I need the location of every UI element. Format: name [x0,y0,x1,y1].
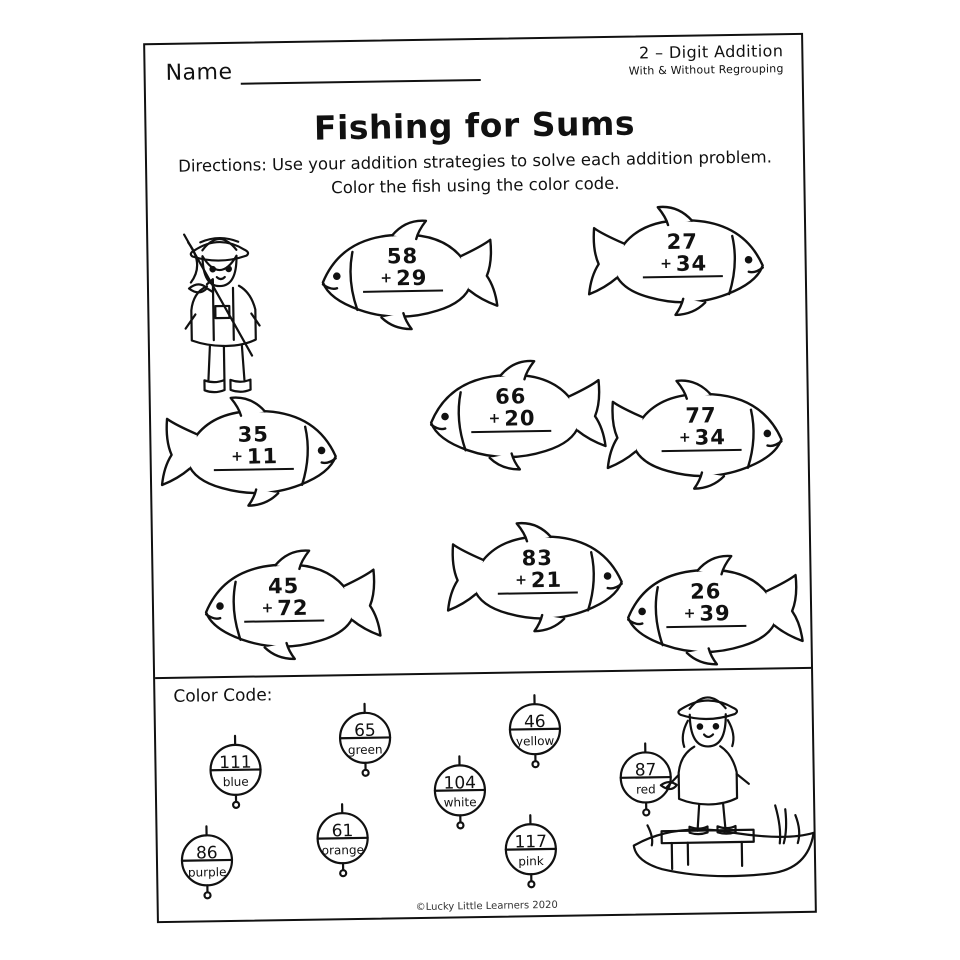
color-code-section [155,669,814,901]
problem-2-addend-top: 27 [666,229,699,255]
problem-area [148,195,811,675]
color-code-number: 87 [634,760,657,781]
plus-sign: + [488,410,502,427]
page-title: Fishing for Sums [313,103,636,148]
color-code-color: purple [187,865,227,880]
directions [165,145,786,203]
name-label: Name [165,59,233,86]
problem-4-addend-top: 35 [237,422,270,447]
directions-line2: Color the fish using the color code. [331,173,620,198]
fisher-girl-clipart [625,685,818,888]
problem-3-addend-top: 66 [494,384,527,409]
directions-label: Directions: [178,155,268,176]
problem-1-addend-bottom: + 29 [380,265,428,291]
color-code-item-green[interactable] [327,697,402,778]
plus-sign: + [380,270,394,287]
color-code-item-pink[interactable] [493,809,568,890]
color-code-item-yellow[interactable] [497,689,572,770]
color-code-color: red [635,782,656,797]
problem-2-addend-bottom: + 34 [660,251,708,276]
problem-7 [244,574,325,622]
color-code-color: blue [222,774,249,790]
plus-sign: + [660,255,674,273]
problem-7-addend-top: 45 [267,573,300,599]
problem-1 [362,245,443,293]
color-code-item-white[interactable] [422,750,497,831]
problem-7-addend-bottom: + 72 [261,595,309,621]
plus-sign: + [261,600,275,617]
color-code-number: 46 [523,712,546,733]
plus-sign: + [231,448,245,465]
color-code-title: Color Code: [173,685,273,707]
color-code-color: pink [518,854,544,869]
subject-title: 2 – Digit Addition [638,41,784,63]
problem-6 [497,546,578,594]
worksheet-page [133,23,827,934]
plus-sign: + [515,572,528,589]
problem-4-addend-bottom: + 11 [231,444,279,469]
color-code-item-purple[interactable] [169,820,244,901]
name-field-row [165,56,480,86]
problem-8 [666,580,747,628]
color-code-item-orange[interactable] [305,798,380,879]
color-code-number: 104 [443,773,477,794]
problem-5-addend-top: 77 [685,403,717,428]
color-code-number: 111 [219,752,252,774]
problem-3 [471,385,552,433]
plus-sign: + [678,429,692,446]
color-code-item-blue[interactable] [198,729,273,810]
name-write-line[interactable] [240,61,480,85]
problem-4 [213,423,294,471]
color-code-color: white [443,795,477,810]
problem-8-addend-bottom: + 39 [683,601,731,626]
color-code-number: 61 [331,821,354,842]
problem-5 [661,404,742,452]
directions-line1: Use your addition strategies to solve each addition problem. [271,147,773,175]
color-code-color: yellow [515,733,555,749]
color-code-color: green [347,742,383,758]
color-code-number: 86 [195,843,218,864]
color-code-number: 117 [514,831,548,853]
worksheet-subject-header [628,41,783,77]
problem-8-addend-top: 26 [689,579,722,604]
problem-3-addend-bottom: + 20 [488,406,536,431]
problem-5-addend-bottom: + 34 [678,425,727,450]
copyright-footer: ©Lucky Little Learners 2020 [415,899,558,914]
color-code-color: orange [321,842,365,858]
plus-sign: + [683,605,697,622]
problem-6-addend-bottom: + 21 [515,567,563,593]
problem-1-addend-top: 58 [386,243,419,269]
color-code-number: 65 [353,720,376,742]
subject-subtitle: With & Without Regrouping [628,62,784,78]
problem-6-addend-top: 83 [521,545,554,571]
problem-2 [642,230,723,278]
